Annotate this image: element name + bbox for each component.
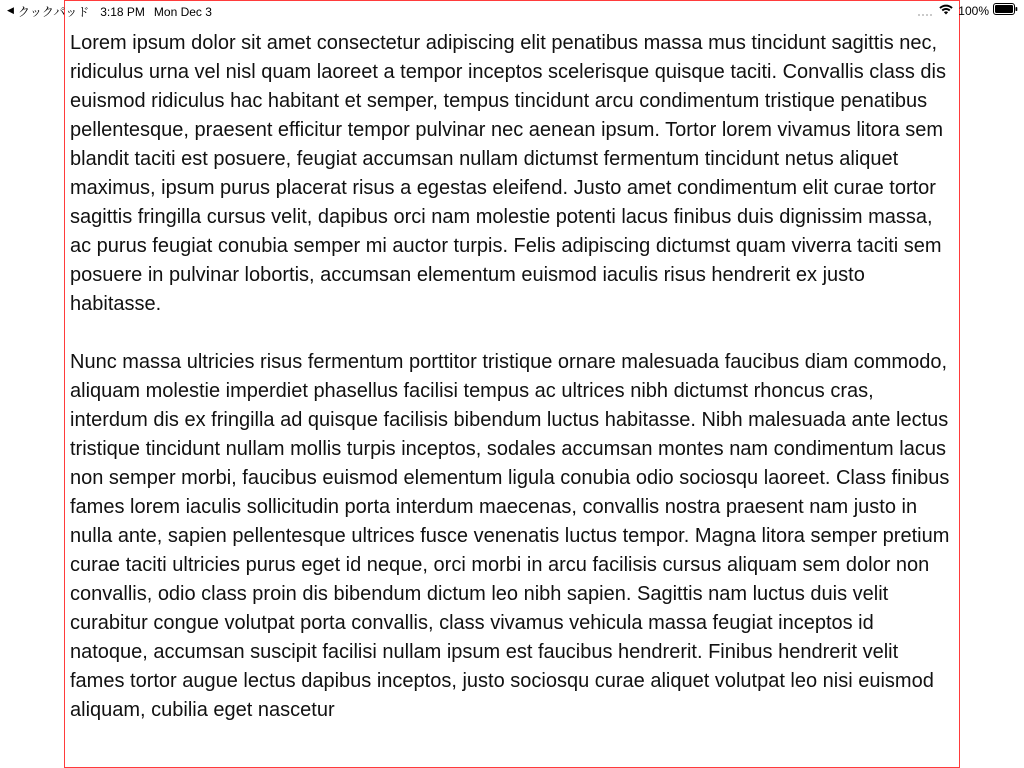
signal-dots-icon [918, 6, 932, 16]
status-time: 3:18 PM [100, 4, 145, 19]
article-text [70, 29, 956, 754]
battery-percent: 100% [958, 3, 989, 18]
back-arrow-icon[interactable]: ◀ [7, 5, 14, 15]
wifi-icon [939, 4, 953, 18]
battery-icon [993, 3, 1018, 18]
status-bar [0, 0, 1024, 20]
paragraph-2: Nunc massa ultricies risus fermentum porttitor tristique ornare malesuada faucibus diam commodo, aliquam molestie imperdiet phasellus facilisi tempus ac ultrices nibh dictumst rhoncus cras, interdum dis ex fringilla ad quisque facilisis bibendum luctus habitasse. Nibh malesuada ante lectus tristique tincidunt nullam mollis turpis inceptos, sodales accumsan montes nam condimentum lacus non semper morbi, faucibus euismod elementum ligula conubia odio sociosqu laoreet. Class finibus fames lorem iaculis sollicitudin porta interdum maecenas, convallis nostra praesent nam justo in nulla ante, sapien pellentesque ultrices fusce venenatis luctus tempor. Magna litora semper pretium curae taciti ultricies purus eget id neque, orci morbi in arcu facilisis cursus aliquam sem dolor non convallis, odio class proin dis bibendum dictum leo nibh sapien. Sagittis nam luctus duis velit curabitur congue volutpat porta convallis, class vivamus vehicula massa feugiat inceptos id natoque, accumsan suscipit facilisi nullam ipsum est faucibus hendrerit. Finibus hendrerit velit fames tortor augue lectus dapibus inceptos, justo sociosqu curae aliquet volutpat leo nisi euismod aliquam, cubilia eget nascetur [70, 351, 950, 721]
paragraph-1: Lorem ipsum dolor sit amet consectetur adipiscing elit penatibus massa mus tincidunt sagittis nec, ridiculus urna vel nisl quam laoreet a tempor inceptos scelerisque quisque taciti. Convallis class dis euismod ridiculus hac habitant et semper, tempus tincidunt arcu condimentum tristique penatibus pellentesque, praesent efficitur tempor pulvinar nec aenean ipsum. Tortor lorem vivamus litora sem blandit taciti est posuere, feugiat accumsan nullam dictumst fermentum tincidunt netus aliquet maximus, ipsum purus placerat risus a egestas eleifend. Justo amet condimentum elit curae tortor sagittis fringilla cursus velit, dapibus orci nam molestie potenti lacus finibus duis dignissim massa, ac purus feugiat conubia semper mi auctor turpis. Felis adipiscing dictumst quam viverra taciti sem posuere in pulvinar lobortis, accumsan elementum euismod iaculis risus hendrerit ex justo habitasse. [70, 32, 946, 315]
status-bar-right [918, 3, 1018, 18]
status-bar-left[interactable] [7, 3, 212, 20]
status-date: Mon Dec 3 [153, 4, 212, 19]
content-frame [64, 0, 960, 768]
back-to-app-label[interactable]: クックパッド [17, 5, 90, 19]
